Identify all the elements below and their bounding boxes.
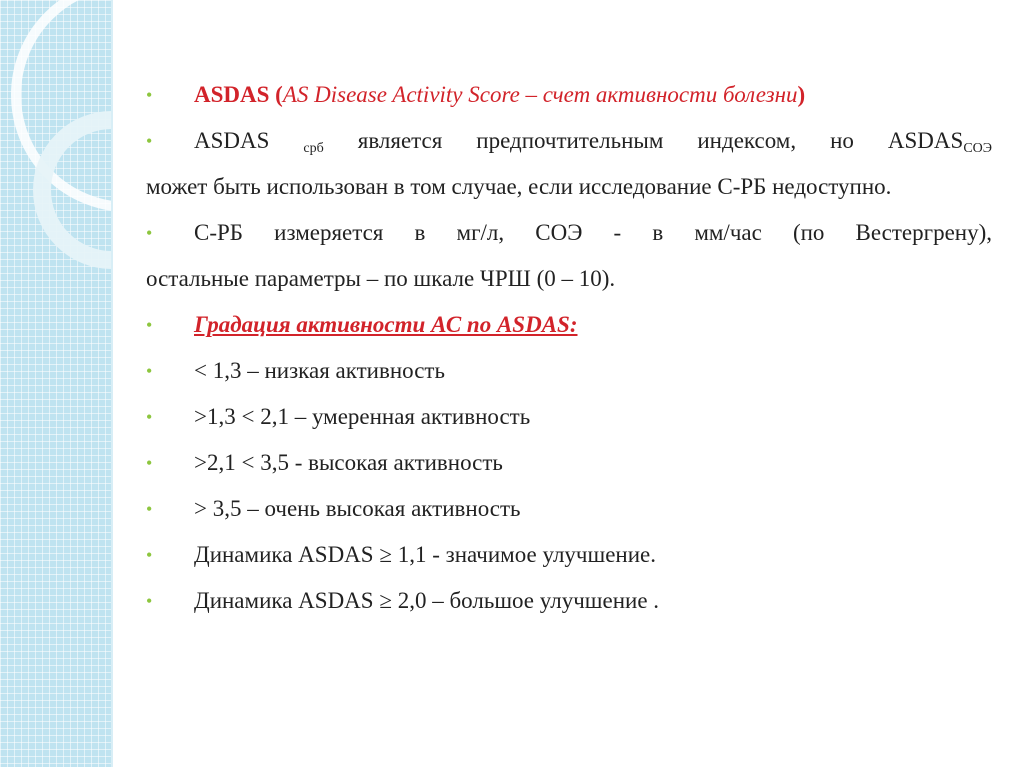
bullet-major-improvement xyxy=(146,578,992,624)
asdas-title-expansion: AS Disease Activity Score – счет активности болезни xyxy=(282,82,798,107)
asdas-title-prefix: ASDAS ( xyxy=(194,82,283,107)
moderate-activity-text: >1,3 < 2,1 – умеренная активность xyxy=(194,404,531,429)
bullet-units xyxy=(146,210,992,302)
significant-improvement-text: Динамика ASDAS ≥ 1,1 - значимое улучшение. xyxy=(194,542,656,567)
bullet-very-high-activity xyxy=(146,486,992,532)
bullet-dot: • xyxy=(146,315,153,335)
slide-content xyxy=(146,72,992,624)
units-line2: остальные параметры – по шкале ЧРШ (0 – 10). xyxy=(146,266,616,291)
preferred-index-line1 xyxy=(194,118,992,164)
gradation-heading: Градация активности АС по ASDAS: xyxy=(194,312,578,337)
preferred-index-continuation: может быть использован в том случае, если исследование С-РБ недоступно. xyxy=(146,174,892,199)
bullet-dot: • xyxy=(146,407,153,427)
bullet-high-activity xyxy=(146,440,992,486)
bullet-asdas-title xyxy=(146,72,992,118)
bullet-preferred-index xyxy=(146,118,992,210)
bullet-dot: • xyxy=(146,131,153,151)
bullet-dot: • xyxy=(146,499,153,519)
bullet-dot: • xyxy=(146,361,153,381)
bullet-dot: • xyxy=(146,223,153,243)
asdas-label: ASDAS xyxy=(194,128,270,153)
major-improvement-text: Динамика ASDAS ≥ 2,0 – большое улучшение . xyxy=(194,588,660,613)
subscript-esr: СОЭ xyxy=(963,141,993,156)
side-panel-edge xyxy=(111,0,113,767)
bullet-dot: • xyxy=(146,591,153,611)
low-activity-text: < 1,3 – низкая активность xyxy=(194,358,445,383)
preferred-index-text: является предпочтительным индексом, но ASDAS xyxy=(323,128,964,153)
bullet-dot: • xyxy=(146,453,153,473)
bullet-significant-improvement xyxy=(146,532,992,578)
bullet-moderate-activity xyxy=(146,394,992,440)
asdas-title-suffix: ) xyxy=(797,82,806,107)
very-high-activity-text: > 3,5 – очень высокая активность xyxy=(194,496,521,521)
bullet-gradation-heading xyxy=(146,302,992,348)
decorative-circles xyxy=(0,0,111,767)
bullet-dot: • xyxy=(146,545,153,565)
subscript-crp: срб xyxy=(303,141,324,156)
high-activity-text: >2,1 < 3,5 - высокая активность xyxy=(194,450,503,475)
decorative-ring-large xyxy=(16,0,111,207)
bullet-low-activity xyxy=(146,348,992,394)
decorative-side-panel xyxy=(0,0,111,767)
units-line1: С-РБ измеряется в мг/л, СОЭ - в мм/час (по Вестергрену), xyxy=(194,220,992,245)
bullet-dot: • xyxy=(146,85,153,105)
